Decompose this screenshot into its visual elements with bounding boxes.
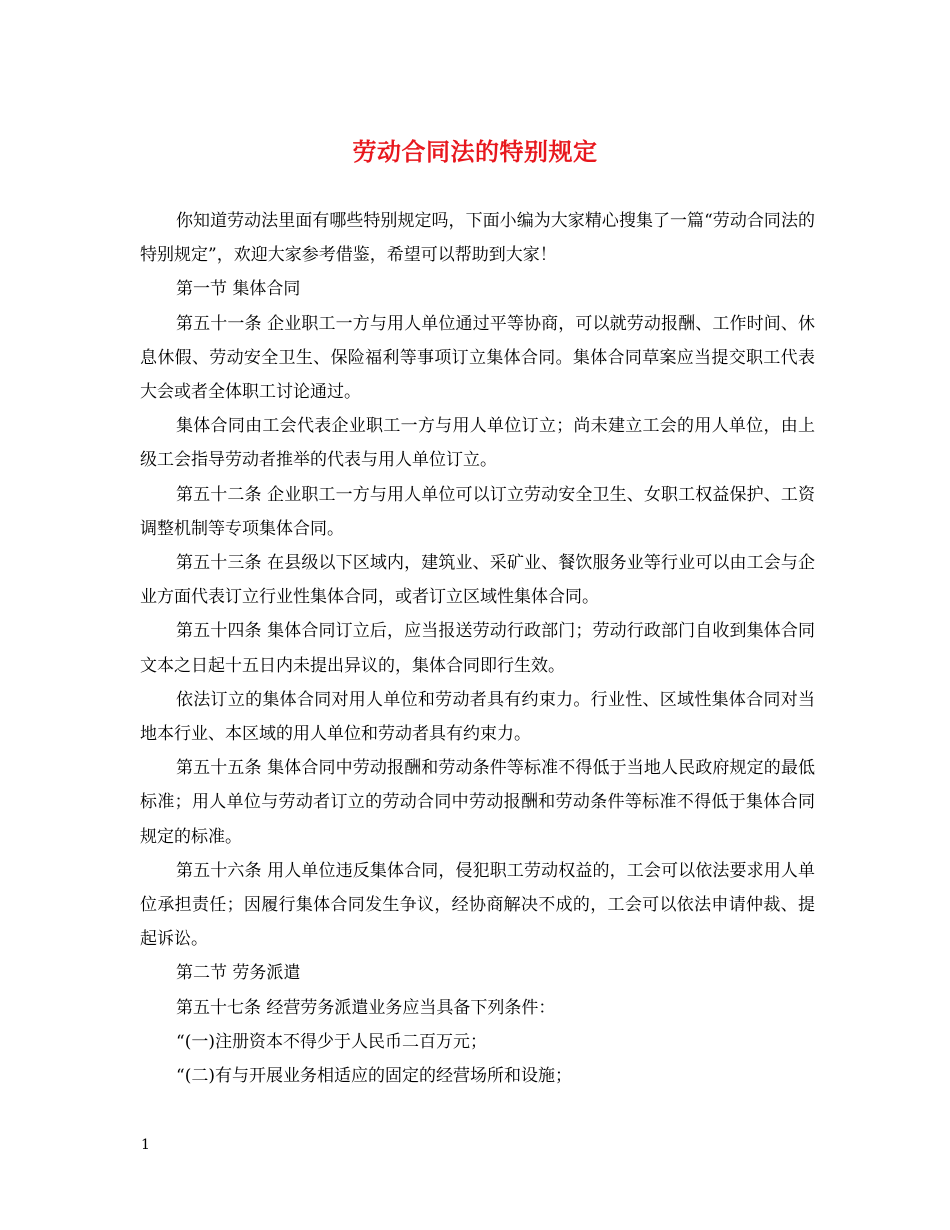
section-heading: 第二节 劳务派遣 [176, 963, 301, 984]
article-paragraph: 依法订立的集体合同对用人单位和劳动者具有约束力。行业性、区域性集体合同对当地本行业、本区域的用人单位和劳动者具有约束力。 [140, 689, 815, 745]
article-paragraph: 第五十二条 企业职工一方与用人单位可以订立劳动安全卫生、女职工权益保护、工资调整机制等专项集体合同。 [140, 484, 815, 539]
document-title: 劳动合同法的特别规定 [352, 137, 598, 166]
list-item: “(一)注册资本不得少于人民币二百万元； [176, 1031, 487, 1052]
section-heading: 第一节 集体合同 [176, 279, 301, 300]
article-paragraph: 第五十五条 集体合同中劳动报酬和劳动条件等标准不得低于当地人民政府规定的最低标准；用人单位与劳动者订立的劳动合同中劳动报酬和劳动条件等标准不得低于集体合同规定的标准。 [140, 758, 815, 847]
document-body [140, 204, 815, 1093]
article-paragraph: 第五十七条 经营劳务派遣业务应当具备下列条件： [176, 997, 556, 1018]
intro-paragraph: 你知道劳动法里面有哪些特别规定吗，下面小编为大家精心搜集了一篇“劳动合同法的特别规定”，欢迎大家参考借鉴，希望可以帮助到大家！ [140, 211, 815, 266]
article-paragraph: 第五十一条 企业职工一方与用人单位通过平等协商，可以就劳动报酬、工作时间、休息休假、劳动安全卫生、保险福利等事项订立集体合同。集体合同草案应当提交职工代表大会或者全体职工讨论通过。 [140, 313, 815, 403]
page-number: 1 [141, 1137, 150, 1153]
article-paragraph: 第五十三条 在县级以下区域内，建筑业、采矿业、餐饮服务业等行业可以由工会与企业方面代表订立行业性集体合同，或者订立区域性集体合同。 [140, 553, 815, 608]
list-item: “(二)有与开展业务相适应的固定的经营场所和设施； [176, 1066, 572, 1087]
article-paragraph: 第五十六条 用人单位违反集体合同，侵犯职工劳动权益的，工会可以依法要求用人单位承担责任；因履行集体合同发生争议，经协商解决不成的，工会可以依法申请仲裁、提起诉讼。 [140, 860, 815, 950]
article-paragraph: 集体合同由工会代表企业职工一方与用人单位订立；尚未建立工会的用人单位，由上级工会指导劳动者推举的代表与用人单位订立。 [140, 416, 815, 471]
article-paragraph: 第五十四条 集体合同订立后，应当报送劳动行政部门；劳动行政部门自收到集体合同文本之日起十五日内未提出异议的，集体合同即行生效。 [140, 621, 815, 676]
